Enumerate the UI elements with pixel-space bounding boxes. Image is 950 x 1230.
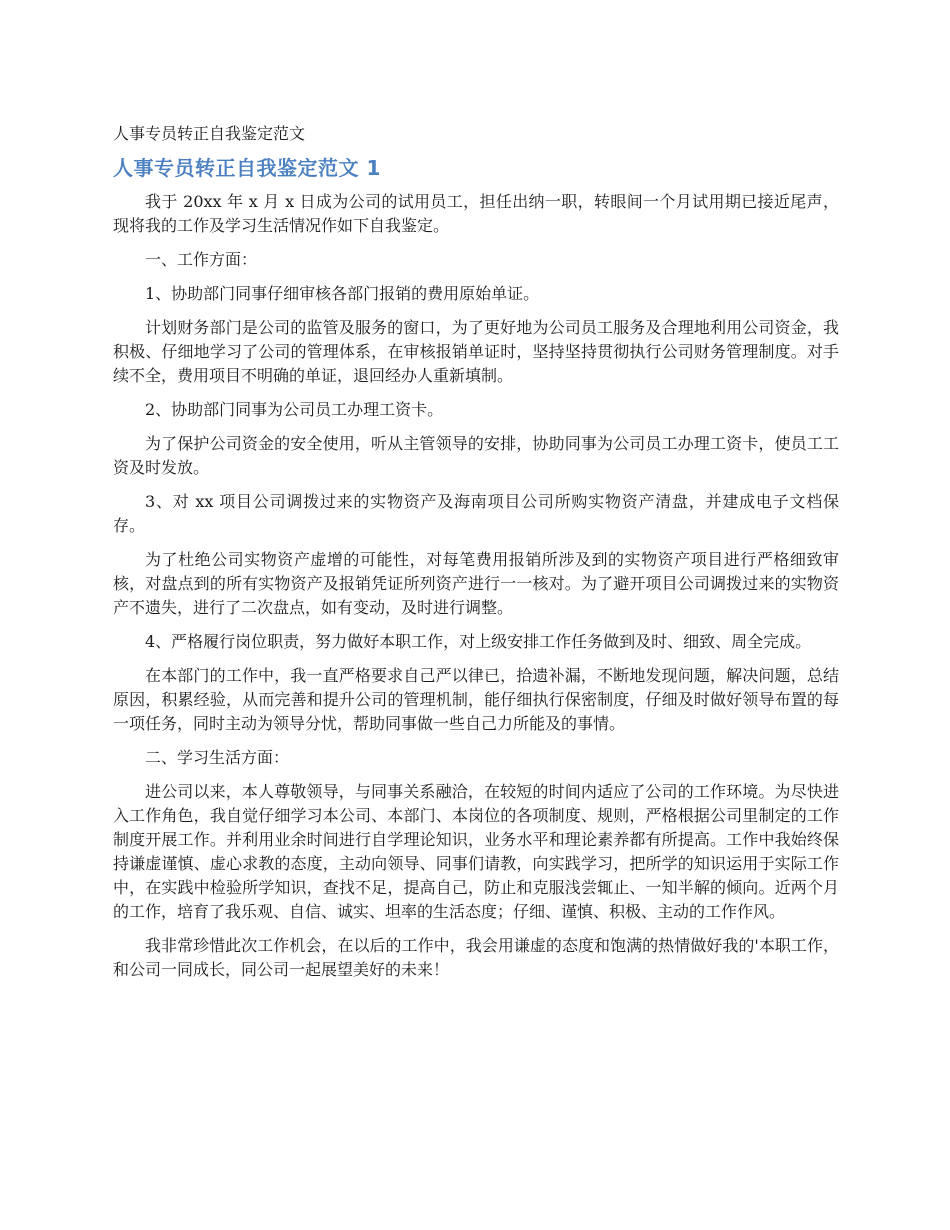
document-title: 人事专员转正自我鉴定范文 <box>113 124 306 143</box>
paragraph-item-4-detail: 在本部门的工作中，我一直严格要求自己严以律已，拾遗补漏，不断地发现问题，解决问题，总结原因，积累经验，从而完善和提升公司的管理机制，能仔细执行保密制度，仔细及时做好领导布置的每一项任务，同时主动为领导分忧，帮助同事做一些自己力所能及的事情。 <box>113 666 839 733</box>
document-body <box>113 122 839 992</box>
paragraph-item-1-detail: 计划财务部门是公司的监管及服务的窗口，为了更好地为公司员工服务及合理地利用公司资金，我积极、仔细地学习了公司的管理体系，在审核报销单证时，坚持坚持贯彻执行公司财务管理制度。对手续不全，费用项目不明确的单证，退回经办人重新填制。 <box>113 318 839 385</box>
paragraph-item-2: 2、协助部门同事为公司员工办理工资卡。 <box>145 400 444 419</box>
paragraph-item-3-detail: 为了杜绝公司实物资产虚增的可能性，对每笔费用报销所涉及到的实物资产项目进行严格细致审核，对盘点到的所有实物资产及报销凭证所列资产进行一一核对。为了避开项目公司调拨过来的实物资产不遗失，进行了二次盘点，如有变动，及时进行调整。 <box>113 550 839 617</box>
paragraph-study-section-title: 二、学习生活方面： <box>145 748 290 767</box>
paragraph-work-section-title: 一、工作方面： <box>145 250 258 269</box>
paragraph-item-3: 3、对 xx 项目公司调拨过来的实物资产及海南项目公司所购实物资产清盘，并建成电子文档保存。 <box>113 492 839 535</box>
paragraph-item-1: 1、协助部门同事仔细审核各部门报销的费用原始单证。 <box>145 284 540 303</box>
paragraph-intro: 我于 20xx 年 x 月 x 日成为公司的试用员工，担任出纳一职，转眼间一个月试用期已接近尾声，现将我的工作及学习生活情况作如下自我鉴定。 <box>113 192 839 235</box>
paragraph-study-detail: 进公司以来，本人尊敬领导，与同事关系融洽，在较短的时间内适应了公司的工作环境。为尽快进入工作角色，我自觉仔细学习本公司、本部门、本岗位的各项制度、规则，严格根据公司里制定的工作制度开展工作。并利用业余时间进行自学理论知识，业务水平和理论素养都有所提高。工作中我始终保持谦虚谨慎、虚心求教的态度，主动向领导、同事们请教，向实践学习，把所学的知识运用于实际工作中，在实践中检验所学知识，查找不足，提高自己，防止和克服浅尝辄止、一知半解的倾向。近两个月的工作，培育了我乐观、自信、诚实、坦率的生活态度；仔细、谨慎、积极、主动的工作作风。 <box>113 782 839 921</box>
paragraph-closing: 我非常珍惜此次工作机会，在以后的工作中，我会用谦虚的态度和饱满的热情做好我的'本职工作，和公司一同成长，同公司一起展望美好的未来！ <box>113 936 839 979</box>
paragraph-item-4: 4、严格履行岗位职责，努力做好本职工作，对上级安排工作任务做到及时、细致、周全完成。 <box>145 632 812 651</box>
paragraph-item-2-detail: 为了保护公司资金的安全使用，听从主管领导的安排，协助同事为公司员工办理工资卡，使员工工资及时发放。 <box>113 434 839 477</box>
section-heading: 人事专员转正自我鉴定范文 1 <box>113 156 381 180</box>
